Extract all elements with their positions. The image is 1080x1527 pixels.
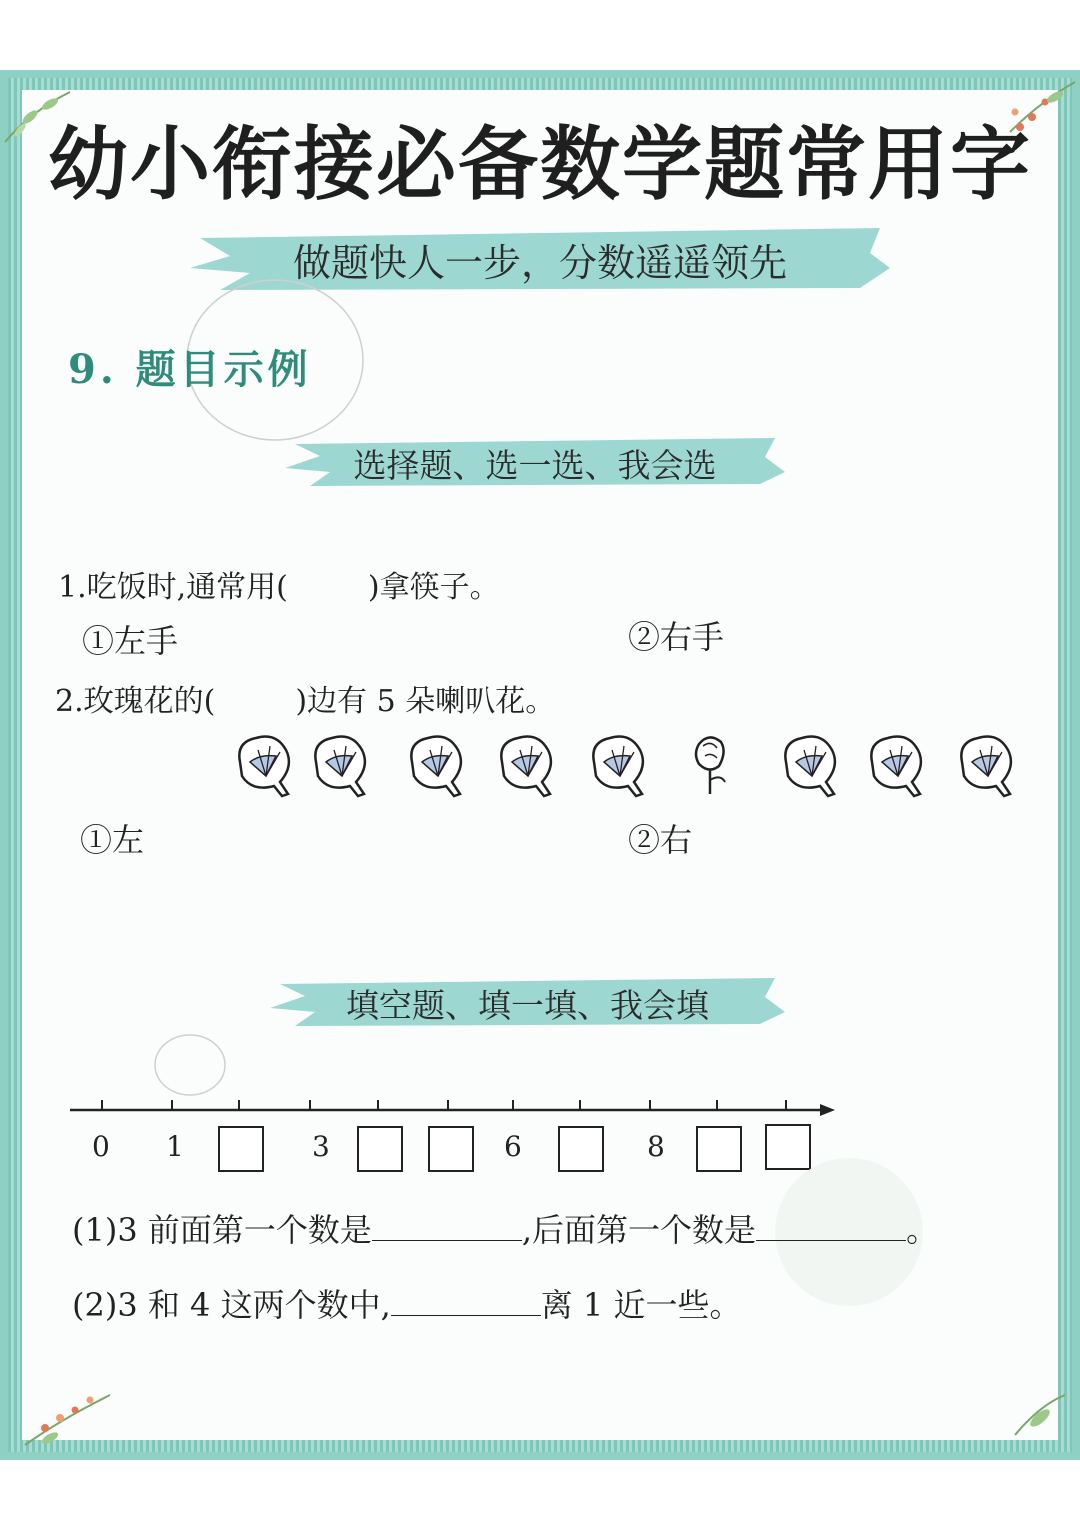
number-box-5[interactable] (428, 1126, 474, 1172)
rose-icon (696, 737, 725, 794)
choice-question-2 (55, 676, 555, 720)
number-label-3: 3 (312, 1130, 330, 1163)
number-box-4[interactable] (357, 1126, 403, 1172)
choice-question-1 (58, 562, 500, 606)
number-label-1: 1 (166, 1130, 184, 1163)
leaf-decoration-bottom-right-icon (1010, 1390, 1070, 1440)
choice-q1-text-a: 1.吃饭时,通常用( (58, 570, 288, 605)
fill-q1-blank-1[interactable] (372, 1210, 522, 1241)
number-box-2[interactable] (218, 1126, 264, 1172)
fill-q1-text-a: (1)3 前面第一个数是 (72, 1211, 372, 1249)
fill-q1-text-c: 。 (906, 1211, 939, 1249)
number-label-0: 0 (92, 1130, 110, 1163)
number-label-8: 8 (647, 1130, 665, 1163)
morning-glory-icon (871, 737, 921, 797)
fill-banner-label: 填空题、填一填、我会填 (346, 986, 709, 1025)
fill-q2-text-b: 离 1 近一些。 (540, 1286, 742, 1324)
fill-q1-blank-2[interactable] (756, 1210, 906, 1241)
choice-q1-option-1[interactable]: ①左手 (82, 622, 179, 660)
number-box-9[interactable] (696, 1126, 742, 1172)
morning-glory-icon (785, 737, 835, 797)
morning-glory-icon (593, 737, 643, 797)
fill-q1-text-b: ,后面第一个数是 (521, 1211, 757, 1249)
number-line (60, 1030, 850, 1125)
morning-glory-icon (239, 737, 289, 797)
fill-question-2 (72, 1280, 741, 1326)
morning-glory-icon (501, 737, 551, 797)
section-heading: 9. 题目示例 (68, 346, 312, 393)
choice-q2-text-a: 2.玫瑰花的( (55, 684, 216, 719)
choice-banner-label: 选择题、选一选、我会选 (353, 446, 717, 485)
choice-q2-option-1[interactable]: ①左 (80, 821, 145, 859)
fill-q2-text-a: (2)3 和 4 这两个数中, (72, 1286, 391, 1324)
choice-q2-option-2[interactable]: ②右 (628, 821, 693, 859)
morning-glory-icon (961, 737, 1011, 797)
morning-glory-icon (411, 737, 461, 797)
number-label-6: 6 (504, 1130, 522, 1163)
choice-q1-text-b: )拿筷子。 (367, 570, 500, 605)
floral-decoration-bottom-left-icon (20, 1380, 120, 1450)
choice-q1-option-2[interactable]: ②右手 (628, 618, 725, 656)
fill-question-1 (72, 1205, 938, 1251)
morning-glory-icon (315, 737, 365, 797)
fill-q2-blank[interactable] (391, 1285, 541, 1316)
page-title: 幼小衔接必备数学题常用字 (48, 118, 1032, 211)
number-box-7[interactable] (558, 1126, 604, 1172)
subtitle: 做题快人一步，分数遥遥领先 (292, 241, 787, 285)
number-box-10[interactable] (765, 1124, 811, 1170)
flower-row (230, 728, 1030, 800)
choice-q2-text-b: )边有 5 朵喇叭花。 (295, 684, 556, 719)
